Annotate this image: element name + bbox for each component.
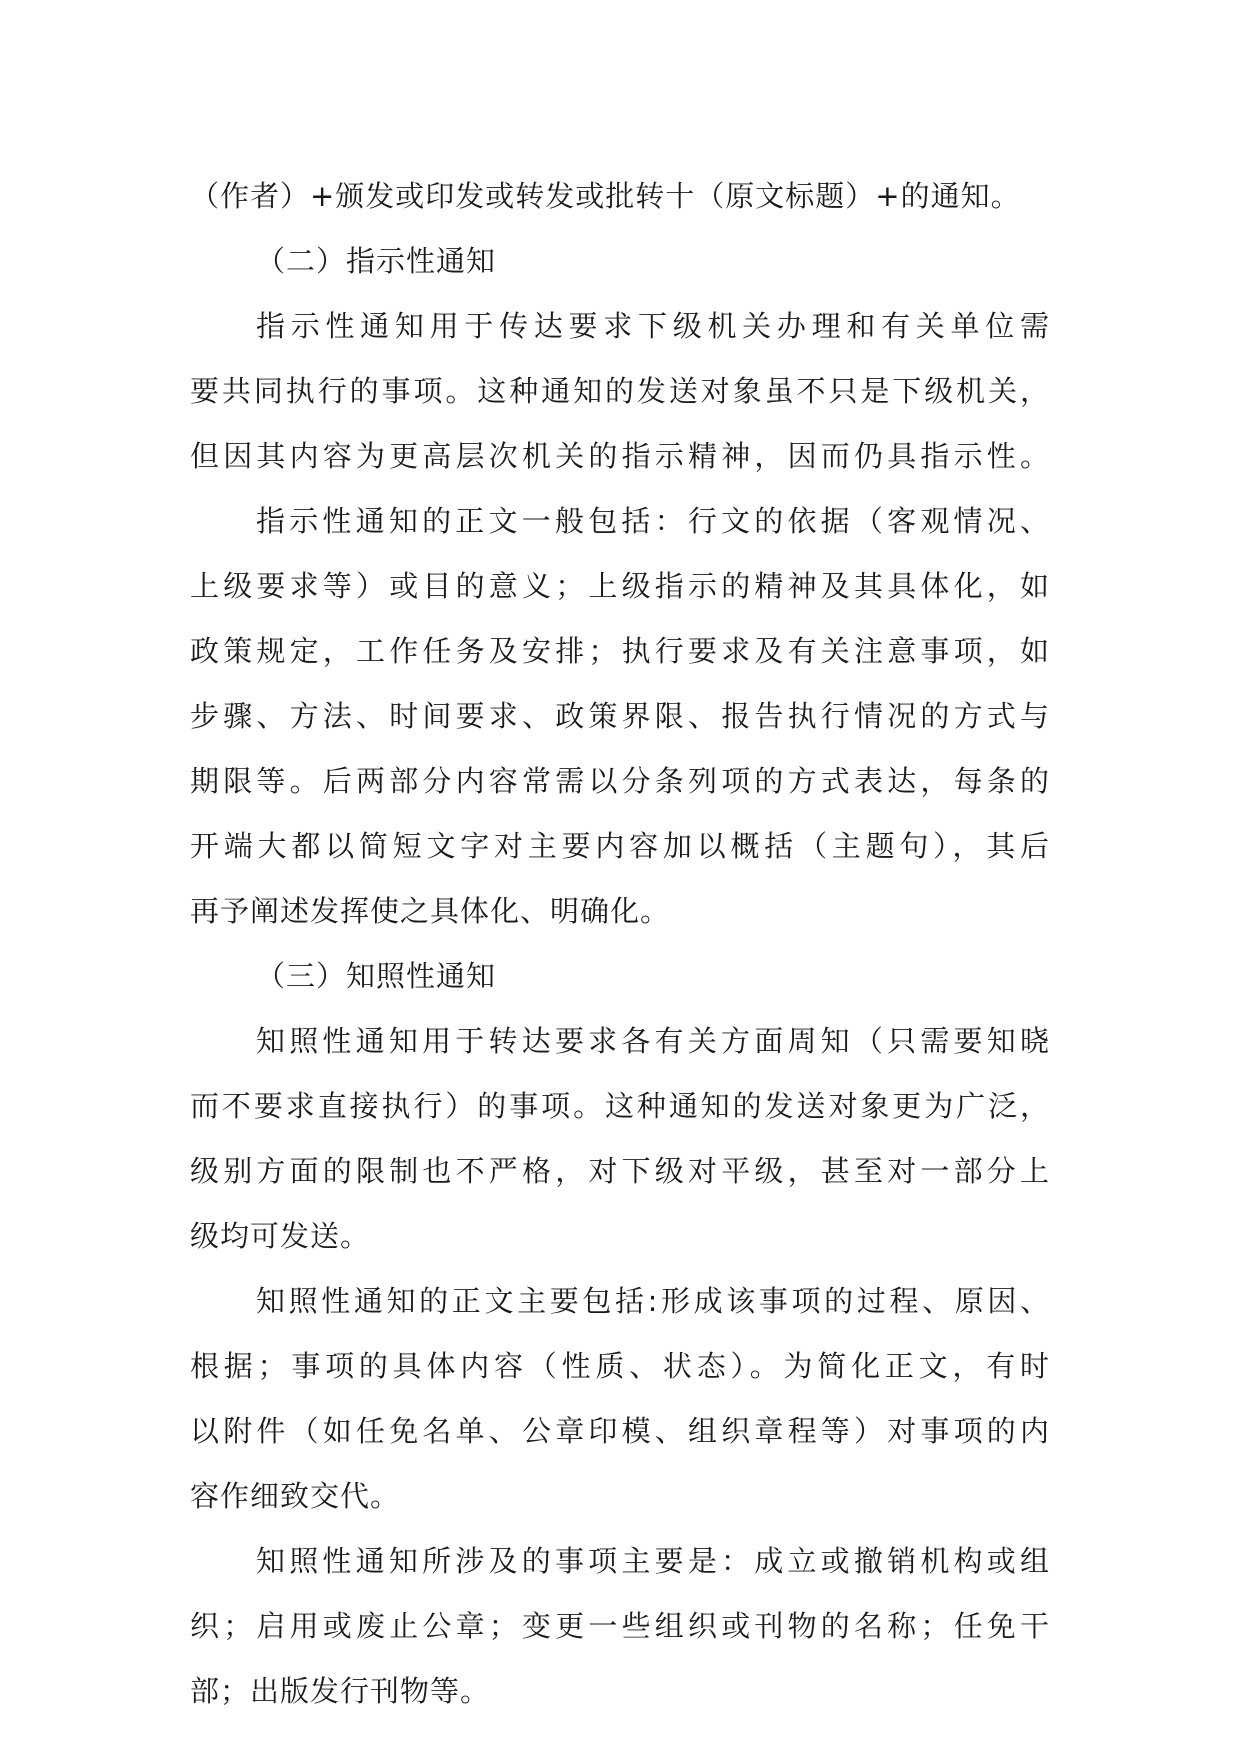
paragraph-line: 根据；事项的具体内容（性质、状态）。为简化正文，有时 [190, 1349, 1050, 1383]
document-body [190, 164, 1050, 1724]
paragraph-line: 知照性通知的正文主要包括:形成该事项的过程、原因、 [256, 1284, 1050, 1318]
paragraph-line: 开端大都以简短文字对主要内容加以概括（主题句），其后 [190, 829, 1050, 863]
paragraph-line: 要共同执行的事项。这种通知的发送对象虽不只是下级机关， [190, 374, 1050, 408]
paragraph-line: 级别方面的限制也不严格，对下级对平级，甚至对一部分上 [190, 1154, 1050, 1188]
section-heading: （二）指示性通知 [256, 244, 497, 278]
paragraph-line: 知照性通知用于转达要求各有关方面周知（只需要知晓 [256, 1024, 1050, 1058]
paragraph-line: 以附件（如任免名单、公章印模、组织章程等）对事项的内 [190, 1414, 1050, 1448]
paragraph-line: 级均可发送。 [190, 1219, 371, 1253]
paragraph-line: 指示性通知用于传达要求下级机关办理和有关单位需 [256, 309, 1050, 343]
paragraph-line: 知照性通知所涉及的事项主要是：成立或撤销机构或组 [256, 1544, 1050, 1578]
paragraph-line: 期限等。后两部分内容常需以分条列项的方式表达，每条的 [190, 764, 1050, 798]
paragraph-line: （作者）+颁发或印发或转发或批转十（原文标题）+的通知。 [190, 179, 1021, 213]
section-heading: （三）知照性通知 [256, 959, 497, 993]
paragraph-line: 政策规定，工作任务及安排；执行要求及有关注意事项，如 [190, 634, 1050, 668]
paragraph-line: 织；启用或废止公章；变更一些组织或刊物的名称；任免干 [190, 1609, 1050, 1643]
paragraph-line: 再予阐述发挥使之具体化、明确化。 [190, 894, 671, 928]
paragraph-line: 上级要求等）或目的意义；上级指示的精神及其具体化，如 [190, 569, 1050, 603]
paragraph-line: 指示性通知的正文一般包括：行文的依据（客观情况、 [256, 504, 1050, 538]
paragraph-line: 但因其内容为更高层次机关的指示精神，因而仍具指示性。 [190, 439, 1050, 473]
paragraph-line: 而不要求直接执行）的事项。这种通知的发送对象更为广泛， [190, 1089, 1050, 1123]
paragraph-line: 步骤、方法、时间要求、政策界限、报告执行情况的方式与 [190, 699, 1050, 733]
paragraph-line: 容作细致交代。 [190, 1479, 401, 1513]
paragraph-line: 部；出版发行刊物等。 [190, 1674, 491, 1708]
